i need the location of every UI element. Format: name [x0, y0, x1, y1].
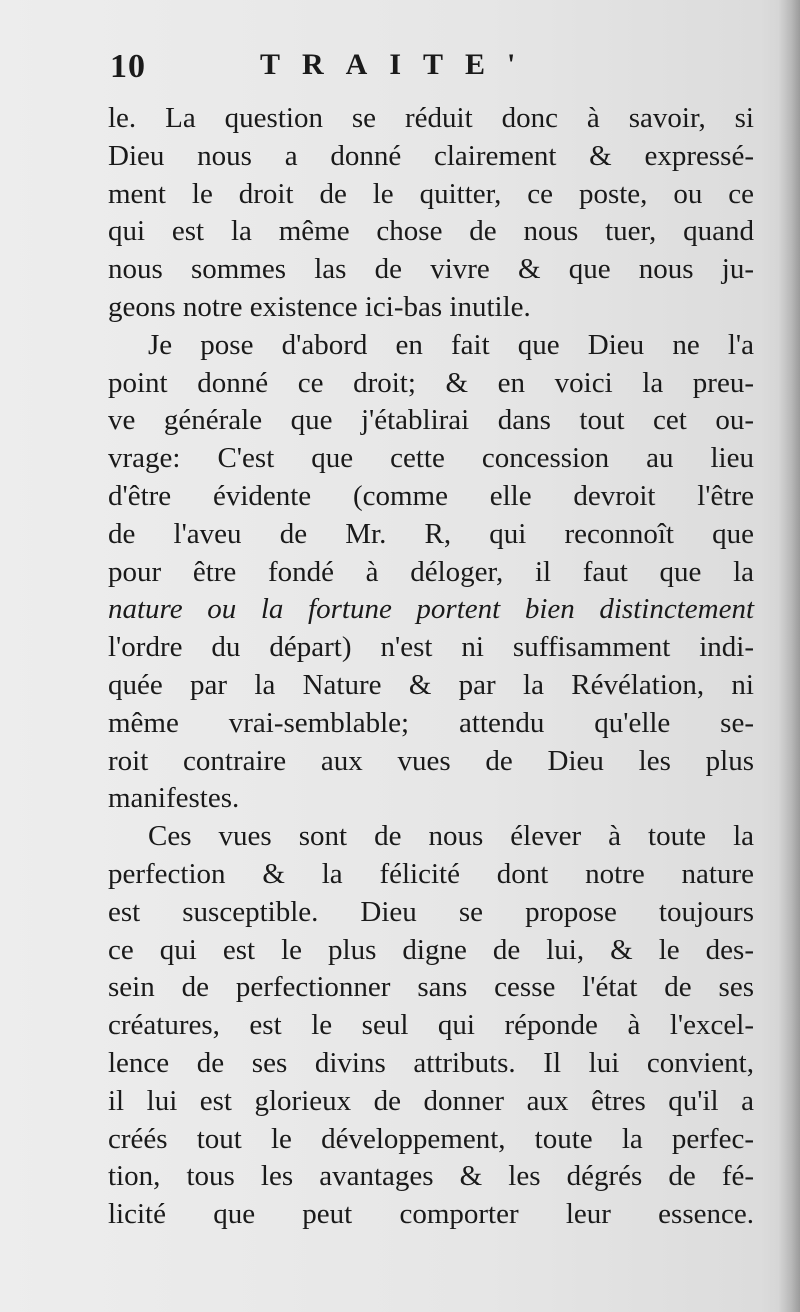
text-line: l'ordre du départ) n'est ni suffisamment indi- — [108, 631, 754, 664]
running-title: TRAITE' — [260, 48, 538, 81]
text-line: tion, tous les avantages & les dégrés de fé- — [108, 1160, 754, 1193]
text-line: perfection & la félicité dont notre nature — [108, 857, 754, 890]
text-line: est susceptible. Dieu se propose toujours — [108, 895, 754, 928]
text-line: point donné ce droit; & en voici la preu- — [108, 366, 754, 399]
page-header — [110, 40, 730, 90]
text-line: manifestes. — [108, 782, 240, 815]
italic-text-line: nature ou la fortune portent bien distinctement — [108, 593, 754, 626]
text-line: sein de perfectionner sans cesse l'état de ses — [108, 971, 754, 1004]
text-line: de l'aveu de Mr. R, qui reconnoît que — [108, 517, 754, 550]
text-line: même vrai-semblable; attendu qu'elle se- — [108, 706, 754, 739]
text-line: créés tout le développement, toute la perfec- — [108, 1122, 754, 1155]
text-line: pour être fondé à déloger, il faut que la — [108, 555, 754, 588]
text-line: vrage: C'est que cette concession au lieu — [108, 442, 754, 475]
body-text — [108, 100, 754, 1234]
page-gutter-shadow — [778, 0, 800, 1312]
text-line: qui est la même chose de nous tuer, quand — [108, 215, 754, 248]
text-line: Dieu nous a donné clairement & expressé- — [108, 139, 754, 172]
text-line: lence de ses divins attributs. Il lui convient, — [108, 1046, 754, 1079]
text-line: le. La question se réduit donc à savoir, si — [108, 102, 754, 134]
text-line: roit contraire aux vues de Dieu les plus — [108, 744, 754, 777]
text-line: ve générale que j'établirai dans tout cet ou- — [108, 404, 754, 437]
text-line: d'être évidente (comme elle devroit l'être — [108, 479, 754, 512]
text-line: il lui est glorieux de donner aux êtres qu'il a — [108, 1084, 754, 1117]
text-line: ce qui est le plus digne de lui, & le des- — [108, 933, 754, 966]
text-line: ment le droit de le quitter, ce poste, ou ce — [108, 177, 754, 210]
text-line: créatures, est le seul qui réponde à l'excel- — [108, 1009, 754, 1042]
paragraph-start-line: Ces vues sont de nous élever à toute la — [148, 820, 754, 853]
text-line: quée par la Nature & par la Révélation, ni — [108, 668, 754, 701]
text-line: geons notre existence ici-bas inutile. — [108, 290, 531, 323]
text-line: nous sommes las de vivre & que nous ju- — [108, 253, 754, 286]
paragraph-start-line: Je pose d'abord en fait que Dieu ne l'a — [148, 328, 754, 361]
page-number: 10 — [110, 48, 146, 85]
text-line: licité que peut comporter leur essence. — [108, 1198, 754, 1231]
